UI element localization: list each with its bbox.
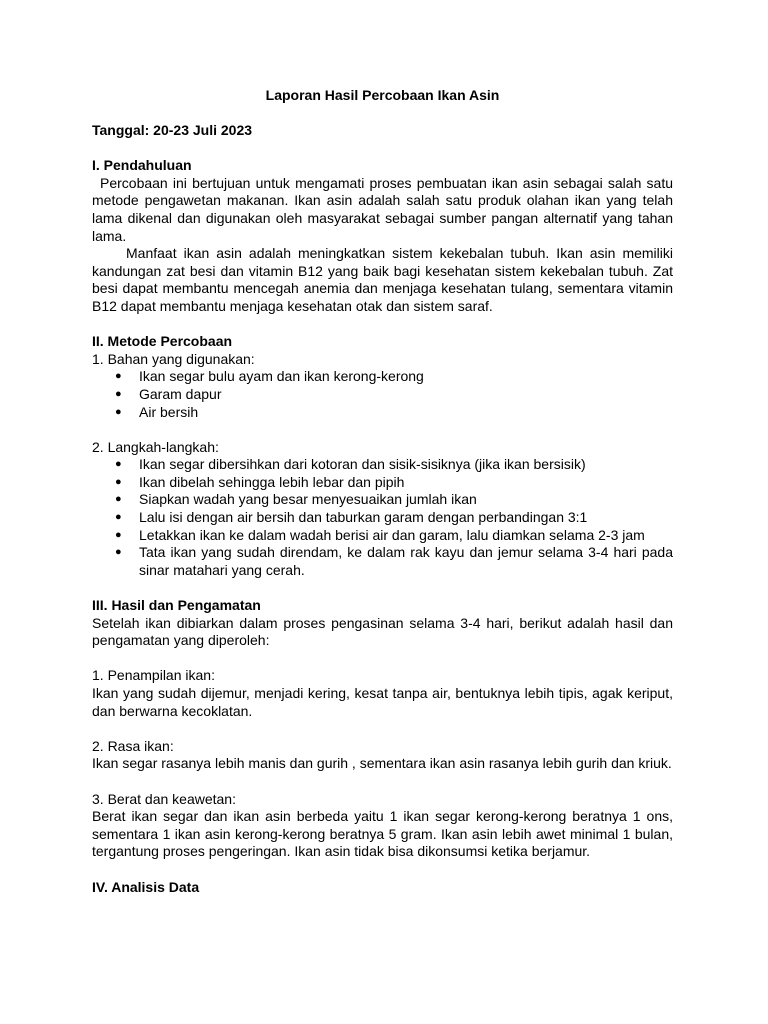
bullet-icon: ● [115,458,122,471]
document-title: Laporan Hasil Percobaan Ikan Asin [265,87,500,103]
result-label-weight: 3. Berat dan keawetan: [92,790,236,807]
materials-list [92,368,673,421]
section-heading-analisis: IV. Analisis Data [92,878,200,895]
bullet-icon: ● [115,528,122,541]
section-heading-pendahuluan: I. Pendahuluan [92,157,192,174]
list-item: ● Ikan dibelah sehingga lebih lebar dan pipih [115,473,405,490]
intro-paragraph-2: Manfaat ikan asin adalah meningkatkan sistem kekebalan tubuh. Ikan asin memiliki kandungan zat besi dan vitamin B12 yang baik bagi kesehatan sistem kekebalan tubuh. Zat besi dapat membantu mencegah anemia dan menjaga kesehatan tulang, sementara vitamin B12 dapat membantu menjaga kesehatan otak dan sistem saraf. [92,245,673,314]
list-item: ● Tata ikan yang sudah direndam, ke dalam rak kayu dan jemur selama 3-4 hari pada sinar matahari yang cerah. [115,544,673,578]
steps-label: 2. Langkah-langkah: [92,438,219,455]
document-body [92,86,673,896]
result-text-weight: Berat ikan segar dan ikan asin berbeda yaitu 1 ikan segar kerong-kerong beratnya 1 ons, sementara 1 ikan asin kerong-kerong beratnya 5 gram. Ikan asin lebih awet minimal 1 bulan, tergantung proses pengeringan. Ikan asin tidak bisa dikonsumsi ketika berjamur. [92,808,673,860]
intro-paragraph-1: Percobaan ini bertujuan untuk mengamati proses pembuatan ikan asin sebagai salah satu metode pengawetan makanan. Ikan asin adalah salah satu produk olahan ikan yang telah lama dikenal dan digunakan oleh masyarakat sebagai sumber pangan alternatif yang tahan lama. [92,174,673,244]
list-item: ● Letakkan ikan ke dalam wadah berisi air dan garam, lalu diamkan selama 2-3 jam [115,526,645,543]
materials-label: 1. Bahan yang digunakan: [92,350,255,367]
bullet-icon: ● [115,493,122,506]
bullet-icon: ● [115,511,122,524]
list-item: ● Garam dapur [115,385,222,402]
list-item: ● Ikan segar bulu ayam dan ikan kerong-kerong [115,368,424,385]
bullet-icon: ● [115,405,122,418]
list-item: ● Air bersih [115,403,199,420]
result-text-taste: Ikan segar rasanya lebih manis dan gurih , sementara ikan asin rasanya lebih gurih dan kriuk. [92,755,672,772]
result-label-appearance: 1. Penampilan ikan: [92,667,215,684]
result-label-taste: 2. Rasa ikan: [92,737,174,754]
section-heading-metode: II. Metode Percobaan [92,333,233,350]
steps-list [92,456,673,579]
list-item: ● Ikan segar dibersihkan dari kotoran dan sisik-sisiknya (jika ikan bersisik) [115,456,586,473]
bullet-icon: ● [115,387,122,400]
date-line: Tanggal: 20-23 Juli 2023 [92,122,253,138]
list-item: ● Siapkan wadah yang besar menyesuaikan jumlah ikan [115,491,477,508]
bullet-icon: ● [115,546,122,559]
results-intro: Setelah ikan dibiarkan dalam proses pengasinan selama 3-4 hari, berikut adalah hasil dan pengamatan yang diperoleh: [92,614,673,649]
bullet-icon: ● [115,475,122,488]
bullet-icon: ● [115,370,122,383]
list-item: ● Lalu isi dengan air bersih dan taburkan garam dengan perbandingan 3:1 [115,509,588,526]
section-heading-hasil: III. Hasil dan Pengamatan [92,597,261,614]
result-text-appearance: Ikan yang sudah dijemur, menjadi kering, kesat tanpa air, bentuknya lebih tipis, agak keriput, dan berwarna kecoklatan. [92,685,673,719]
